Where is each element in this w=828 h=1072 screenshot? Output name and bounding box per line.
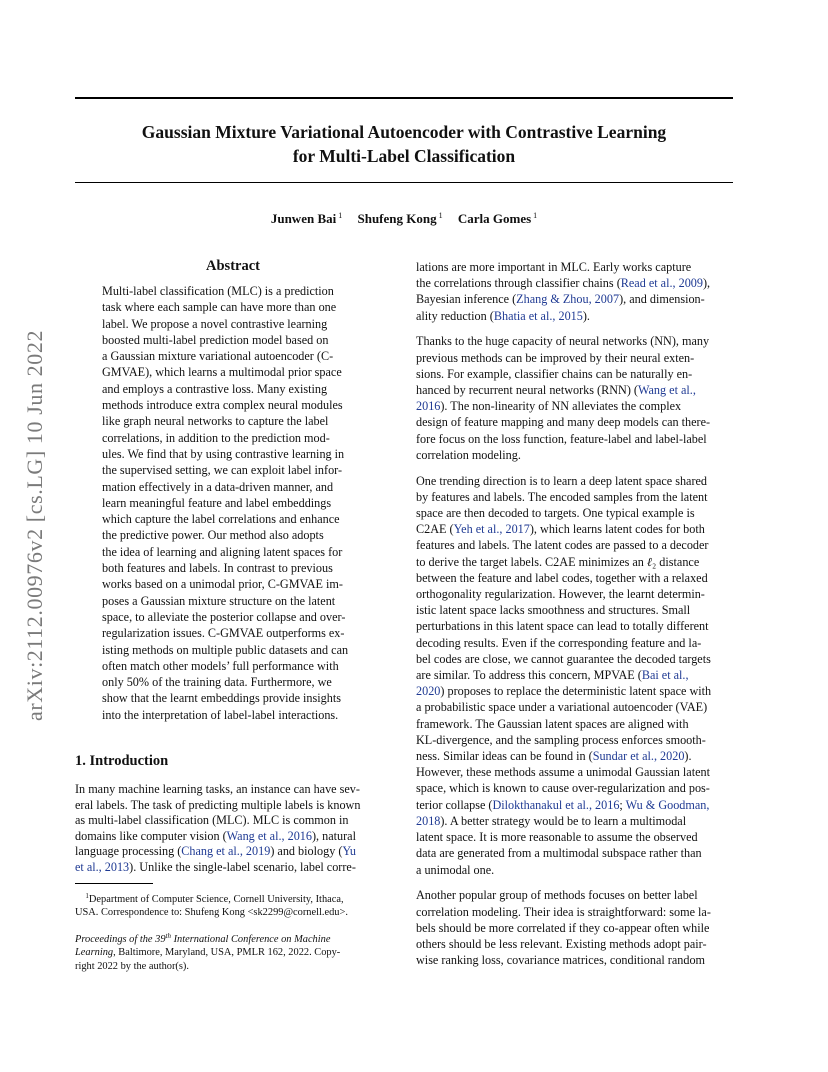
text-segment: ), and dimension- bbox=[619, 292, 705, 307]
text-segment: orthogonality regularization. However, the learnt determin- bbox=[416, 587, 705, 602]
footnote-mark: 1 bbox=[85, 892, 89, 900]
text-segment: One trending direction is to learn a deep latent space shared bbox=[416, 473, 708, 488]
text-line bbox=[416, 505, 733, 521]
section-heading-introduction: 1. Introduction bbox=[75, 753, 169, 769]
text-segment: a probabilistic space under a variational autoencoder (VAE) bbox=[416, 700, 708, 715]
proceedings-text: International Conference on Machine bbox=[170, 934, 331, 945]
text-line bbox=[416, 797, 733, 813]
abstract-line: the supervised setting, we can exploit label infor- bbox=[102, 463, 343, 478]
author bbox=[458, 211, 537, 226]
text-line bbox=[416, 952, 733, 968]
text-segment: ). bbox=[684, 749, 692, 764]
text-segment: lations are more important in MLC. Early works capture bbox=[416, 260, 692, 274]
text-segment: to derive the target labels. C2AE minimizes an bbox=[416, 554, 647, 569]
text-segment: bels should be more correlated if they co-appear often while bbox=[416, 920, 710, 935]
author-name: Carla Gomes bbox=[457, 211, 532, 226]
abstract-line: only 50% of the training data. Furthermore, we bbox=[102, 675, 332, 690]
text-line bbox=[416, 887, 733, 903]
text-segment: ), natural bbox=[311, 828, 356, 843]
abstract-line: mation effectively in a data-driven manner, and bbox=[102, 479, 334, 494]
author bbox=[271, 211, 342, 226]
text-line bbox=[416, 308, 733, 324]
footnote-line bbox=[75, 890, 392, 906]
text-line bbox=[416, 904, 733, 920]
paper-title-line-1: Gaussian Mixture Variational Autoencoder with Contrastive Learning bbox=[141, 122, 667, 142]
text-line bbox=[416, 667, 733, 683]
abstract-line: into the interpretation of label-label interactions. bbox=[102, 707, 339, 722]
text-segment: ). bbox=[582, 308, 590, 323]
paragraph bbox=[416, 887, 733, 968]
abstract-line: regularization issues. C-GMVAE outperforms ex- bbox=[102, 626, 345, 641]
text-segment: Bayesian inference ( bbox=[416, 292, 517, 307]
text-line bbox=[416, 780, 733, 796]
text-segment: ) proposes to replace the deterministic latent space with bbox=[440, 684, 712, 699]
author-name: Shufeng Kong bbox=[357, 211, 437, 226]
text-line bbox=[416, 366, 733, 382]
citation-link[interactable]: 2018 bbox=[416, 813, 441, 828]
text-line bbox=[75, 844, 392, 860]
text-segment: correlation modeling. bbox=[416, 447, 521, 462]
text-segment: ₂ distance bbox=[652, 554, 700, 569]
text-segment: space, which is known to cause over-regularization and pos- bbox=[416, 781, 710, 796]
ordinal-suffix: th bbox=[165, 932, 171, 940]
footnote-text: Department of Computer Science, Cornell University, Ithaca, bbox=[88, 894, 344, 905]
title-bottom-rule bbox=[75, 182, 733, 183]
citation-link[interactable]: Bai et al., bbox=[641, 668, 689, 683]
text-segment: space are then decoded to targets. One typical example is bbox=[416, 506, 695, 521]
text-segment: others should be less relevant. Existing methods adopt pair- bbox=[416, 936, 707, 951]
text-line bbox=[416, 431, 733, 447]
abstract-line: methods introduce extra complex neural modules bbox=[102, 398, 343, 413]
citation-link[interactable]: 2020 bbox=[416, 684, 441, 699]
abstract-line: often match other models’ full performance with bbox=[102, 658, 339, 673]
text-line bbox=[416, 862, 733, 878]
author-list bbox=[75, 211, 733, 227]
abstract-line: the predictive power. Our method also adopts bbox=[102, 528, 324, 543]
abstract-line: a Gaussian mixture variational autoencoder (C- bbox=[102, 349, 334, 364]
abstract-line: both features and labels. In contrast to previous bbox=[102, 561, 333, 576]
text-segment: language processing ( bbox=[75, 844, 182, 858]
arxiv-identifier: arXiv:2112.00976v2 [cs.LG] 10 Jun 2022 bbox=[22, 329, 47, 721]
abstract-line: the idea of learning and aligning latent spaces for bbox=[102, 544, 343, 559]
abstract-line: GMVAE), which learns a multimodal prior space bbox=[102, 365, 342, 380]
proceedings-line: right 2022 by the author(s). bbox=[75, 960, 189, 972]
text-segment: bel codes are close, we cannot guarantee the decoded targets bbox=[416, 651, 711, 666]
text-line bbox=[416, 473, 733, 489]
text-line bbox=[416, 618, 733, 634]
abstract-line: works based on a unimodal prior, C-GMVAE im- bbox=[102, 577, 343, 592]
text-line bbox=[416, 414, 733, 430]
text-segment: Thanks to the huge capacity of neural networks (NN), many bbox=[416, 334, 710, 349]
text-segment: hanced by recurrent neural networks (RNN) ( bbox=[416, 383, 638, 398]
text-segment: previous methods can be improved by their neural exten- bbox=[416, 350, 695, 365]
abstract-line: boosted multi-label prediction model based on bbox=[102, 332, 329, 347]
text-segment: ) and biology ( bbox=[270, 844, 343, 858]
text-line bbox=[416, 333, 733, 349]
text-line bbox=[416, 699, 733, 715]
abstract-line: task where each sample can have more than one bbox=[102, 300, 337, 315]
proceedings-line bbox=[75, 930, 392, 946]
text-line bbox=[75, 860, 392, 876]
abstract-line: and employs a contrastive loss. Many existing bbox=[102, 381, 328, 396]
text-line bbox=[416, 570, 733, 586]
abstract-line: ules. We find that by using contrastive learning in bbox=[102, 446, 345, 461]
text-segment: between the feature and label codes, together with a relaxed bbox=[416, 570, 708, 585]
introduction-body bbox=[75, 782, 392, 875]
text-segment: ), bbox=[703, 276, 711, 291]
text-line bbox=[416, 350, 733, 366]
paragraph bbox=[416, 259, 733, 324]
text-line bbox=[416, 748, 733, 764]
text-segment: ℓ bbox=[646, 554, 653, 569]
abstract-line: learn meaningful feature and label embeddings bbox=[102, 495, 332, 510]
text-segment: data are generated from a multimodal subspace rather than bbox=[416, 846, 702, 861]
text-line bbox=[416, 651, 733, 667]
abstract-line: isting methods on multiple public datasets and can bbox=[102, 642, 349, 657]
citation-link[interactable]: 2016 bbox=[416, 399, 441, 414]
text-line bbox=[416, 259, 733, 275]
text-segment: the correlations through classifier chains ( bbox=[416, 276, 621, 291]
text-segment: are similar. To address this concern, MPVAE ( bbox=[416, 668, 642, 683]
text-line bbox=[416, 764, 733, 780]
text-line bbox=[416, 447, 733, 463]
text-segment: ; bbox=[619, 797, 626, 812]
text-line bbox=[75, 813, 392, 829]
citation-link[interactable]: Zhang & Zhou, 2007 bbox=[516, 292, 620, 307]
text-line bbox=[416, 716, 733, 732]
affiliation-mark: 1 bbox=[338, 211, 343, 220]
text-segment: features and labels. The latent codes are passed to a decoder bbox=[416, 538, 709, 553]
text-line bbox=[416, 554, 733, 570]
title-top-rule bbox=[75, 97, 733, 99]
text-segment: ality reduction ( bbox=[416, 308, 494, 323]
text-line bbox=[416, 635, 733, 651]
text-segment: domains like computer vision ( bbox=[75, 828, 227, 843]
text-segment: KL-divergence, and the sampling process enforces smooth- bbox=[416, 732, 706, 747]
proceedings-line bbox=[75, 946, 392, 959]
text-segment: decoding results. Even if the corresponding feature and la- bbox=[416, 635, 702, 650]
text-segment: correlation modeling. Their idea is straightforward: some la- bbox=[416, 904, 711, 919]
paragraph bbox=[416, 333, 733, 463]
proceedings-text: Proceedings of the 39 bbox=[75, 934, 166, 945]
text-segment: terior collapse ( bbox=[416, 797, 493, 812]
text-segment: In many machine learning tasks, an instance can have sev- bbox=[75, 782, 360, 796]
text-segment: eral labels. The task of predicting multiple labels is known bbox=[75, 797, 361, 812]
citation-link[interactable]: Sundar et al., 2020 bbox=[592, 749, 685, 764]
abstract-line: show that the learnt embeddings provide insights bbox=[102, 691, 341, 706]
citation-link[interactable]: Wu & Goodman, bbox=[625, 797, 710, 812]
text-line bbox=[416, 489, 733, 505]
text-segment: ). The non-linearity of NN alleviates the complex bbox=[440, 399, 682, 414]
abstract-body bbox=[102, 283, 364, 723]
citation-link[interactable]: Wang et al., bbox=[638, 383, 696, 398]
citation-link[interactable]: Dilokthanakul et al., 2016 bbox=[492, 797, 620, 812]
footnote-rule bbox=[75, 883, 153, 884]
text-segment: ), which learns latent codes for both bbox=[529, 522, 705, 537]
proceedings-note bbox=[75, 930, 392, 973]
text-line bbox=[416, 845, 733, 861]
citation-link[interactable]: Chang et al., 2019 bbox=[181, 844, 271, 858]
author bbox=[357, 211, 442, 226]
footnote-line: USA. Correspondence to: Shufeng Kong <sk2299@cornell.edu>. bbox=[75, 907, 348, 919]
citation-link[interactable]: Read et al., 2009 bbox=[620, 276, 703, 291]
text-line bbox=[416, 537, 733, 553]
text-line bbox=[416, 275, 733, 291]
citation-link[interactable]: Yu bbox=[342, 844, 356, 858]
text-segment: fore focus on the loss function, feature-label and label-label bbox=[416, 431, 707, 446]
text-line bbox=[416, 602, 733, 618]
text-segment: C2AE ( bbox=[416, 522, 454, 537]
proceedings-text: , Baltimore, Maryland, USA, PMLR 162, 2022. Copy- bbox=[113, 947, 341, 959]
text-line bbox=[416, 829, 733, 845]
abstract-line: which capture the label correlations and enhance bbox=[102, 512, 340, 527]
affiliation-footnote bbox=[75, 890, 392, 920]
text-line bbox=[75, 782, 392, 798]
abstract-line: poses a Gaussian mixture structure on the latent bbox=[102, 593, 336, 608]
text-line bbox=[416, 732, 733, 748]
right-column-body bbox=[416, 259, 733, 978]
text-line bbox=[416, 398, 733, 414]
text-segment: ). A better strategy would be to learn a multimodal bbox=[440, 813, 687, 828]
paragraph bbox=[416, 473, 733, 878]
text-segment: sions. For example, classifier chains can be naturally en- bbox=[416, 366, 693, 381]
text-segment: as multi-label classification (MLC). MLC is common in bbox=[75, 813, 349, 827]
text-segment: istic latent space lacks smoothness and structures. Small bbox=[416, 603, 691, 618]
text-line bbox=[416, 382, 733, 398]
abstract-line: space, to alleviate the posterior collapse and over- bbox=[102, 609, 346, 624]
text-line bbox=[416, 920, 733, 936]
text-line bbox=[416, 291, 733, 307]
text-line bbox=[416, 521, 733, 537]
affiliation-mark: 1 bbox=[533, 211, 538, 220]
proceedings-text: Learning bbox=[75, 947, 114, 959]
text-segment: a unimodal one. bbox=[416, 862, 495, 877]
text-line bbox=[416, 683, 733, 699]
citation-link[interactable]: Yeh et al., 2017 bbox=[453, 522, 530, 537]
abstract-line: like graph neural networks to capture the label bbox=[102, 414, 329, 429]
paper-title-line-2: for Multi-Label Classification bbox=[292, 146, 516, 166]
text-segment: wise ranking loss, covariance matrices, conditional random bbox=[416, 953, 706, 968]
text-segment: ness. Similar ideas can be found in ( bbox=[416, 749, 593, 764]
citation-link[interactable]: Wang et al., 2016 bbox=[226, 828, 312, 843]
affiliation-mark: 1 bbox=[438, 211, 443, 220]
text-line bbox=[75, 829, 392, 845]
text-line bbox=[416, 586, 733, 602]
citation-link[interactable]: et al., 2013 bbox=[75, 859, 130, 874]
abstract-line: correlations, in addition to the prediction mod- bbox=[102, 430, 330, 445]
text-segment: latent space. It is more reasonable to assume the observed bbox=[416, 830, 698, 845]
text-segment: ). Unlike the single-label scenario, label corre- bbox=[129, 859, 356, 874]
text-segment: However, these methods assume a unimodal Gaussian latent bbox=[416, 765, 710, 780]
abstract-heading: Abstract bbox=[206, 258, 260, 274]
text-segment: Another popular group of methods focuses on better label bbox=[416, 888, 698, 903]
abstract-line: Multi-label classification (MLC) is a prediction bbox=[102, 284, 334, 298]
text-line bbox=[75, 798, 392, 814]
abstract-line: label. We propose a novel contrastive learning bbox=[102, 316, 328, 331]
citation-link[interactable]: Bhatia et al., 2015 bbox=[493, 308, 583, 323]
author-name: Junwen Bai bbox=[270, 211, 337, 226]
text-segment: perturbations in this latent space can lead to totally different bbox=[416, 619, 709, 634]
text-segment: by features and labels. The encoded samples from the latent bbox=[416, 489, 708, 504]
text-segment: design of feature mapping and many deep models can there- bbox=[416, 415, 711, 430]
text-line bbox=[416, 813, 733, 829]
text-line bbox=[416, 936, 733, 952]
text-segment: framework. The Gaussian latent spaces are aligned with bbox=[416, 716, 689, 731]
